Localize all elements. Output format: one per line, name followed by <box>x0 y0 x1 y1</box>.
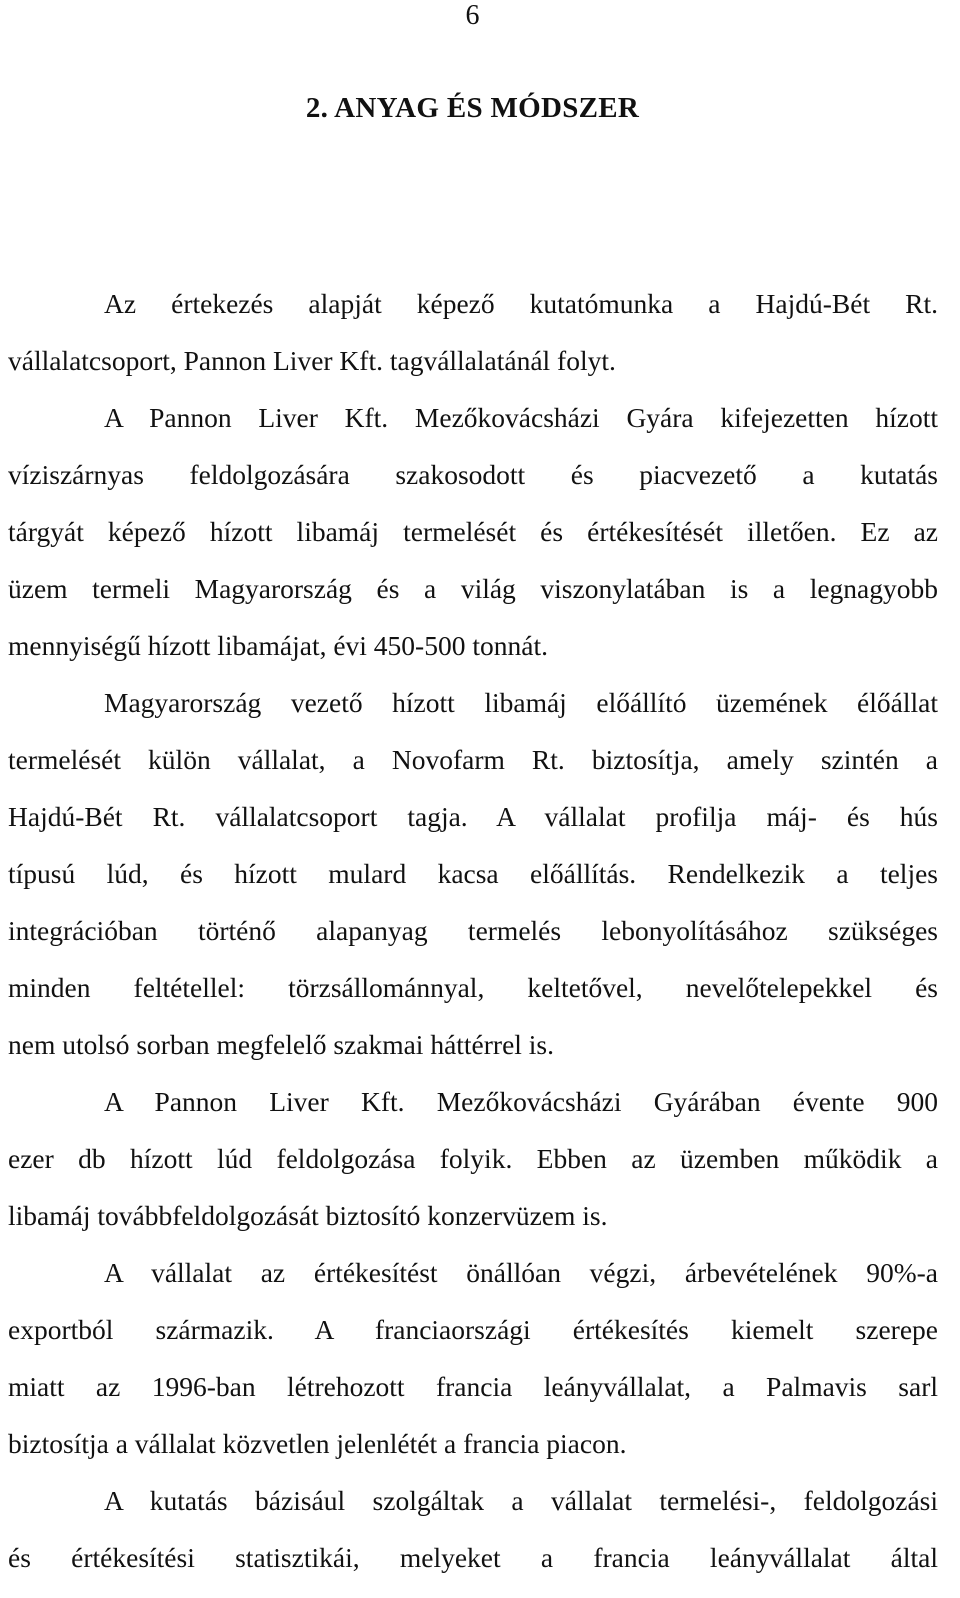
text-line: minden feltétellel: törzsállománnyal, keltetővel, nevelőtelepekkel és <box>8 972 938 1003</box>
text-line: üzem termeli Magyarország és a világ viszonylatában is a legnagyobb <box>8 573 938 604</box>
text-line: Hajdú-Bét Rt. vállalatcsoport tagja. A vállalat profilja máj- és hús <box>8 801 938 832</box>
text-line: exportból származik. A franciaországi értékesítés kiemelt szerepe <box>8 1314 938 1345</box>
page-number: 6 <box>465 0 480 31</box>
text-line: Magyarország vezető hízott libamáj előállító üzemének élőállat <box>104 687 938 718</box>
chapter-title: 2. ANYAG ÉS MÓDSZER <box>305 92 640 124</box>
text-line: ezer db hízott lúd feldolgozása folyik. Ebben az üzemben működik a <box>8 1143 938 1174</box>
text-line: és értékesítési statisztikái, melyeket a francia leányvállalat által <box>8 1542 938 1573</box>
text-line: integrációban történő alapanyag termelés lebonyolításához szükséges <box>8 915 938 946</box>
text-line: A Pannon Liver Kft. Mezőkovácsházi Gyára kifejezetten hízott <box>104 402 938 433</box>
body-text <box>8 275 938 1586</box>
text-line: típusú lúd, és hízott mulard kacsa előállítás. Rendelkezik a teljes <box>8 858 938 889</box>
text-line: nem utolsó sorban megfelelő szakmai háttérrel is. <box>8 1029 555 1060</box>
text-line: vállalatcsoport, Pannon Liver Kft. tagvállalatánál folyt. <box>8 345 616 376</box>
text-line: A Pannon Liver Kft. Mezőkovácsházi Gyárában évente 900 <box>104 1086 938 1117</box>
text-line: Az értekezés alapját képező kutatómunka a Hajdú-Bét Rt. <box>104 288 938 319</box>
text-line: termelését külön vállalat, a Novofarm Rt. biztosítja, amely szintén a <box>8 744 938 775</box>
text-line: biztosítja a vállalat közvetlen jelenlétét a francia piacon. <box>8 1428 627 1459</box>
text-line: A vállalat az értékesítést önállóan végzi, árbevételének 90%-a <box>104 1257 938 1288</box>
text-line: A kutatás bázisául szolgáltak a vállalat termelési-, feldolgozási <box>104 1485 938 1516</box>
text-line: tárgyát képező hízott libamáj termelését és értékesítését illetően. Ez az <box>8 516 938 547</box>
text-line: libamáj továbbfeldolgozását biztosító konzervüzem is. <box>8 1200 608 1231</box>
text-line: víziszárnyas feldolgozására szakosodott és piacvezető a kutatás <box>8 459 938 490</box>
text-line: miatt az 1996-ban létrehozott francia leányvállalat, a Palmavis sarl <box>8 1371 938 1402</box>
text-line: mennyiségű hízott libamájat, évi 450-500 tonnát. <box>8 630 548 661</box>
